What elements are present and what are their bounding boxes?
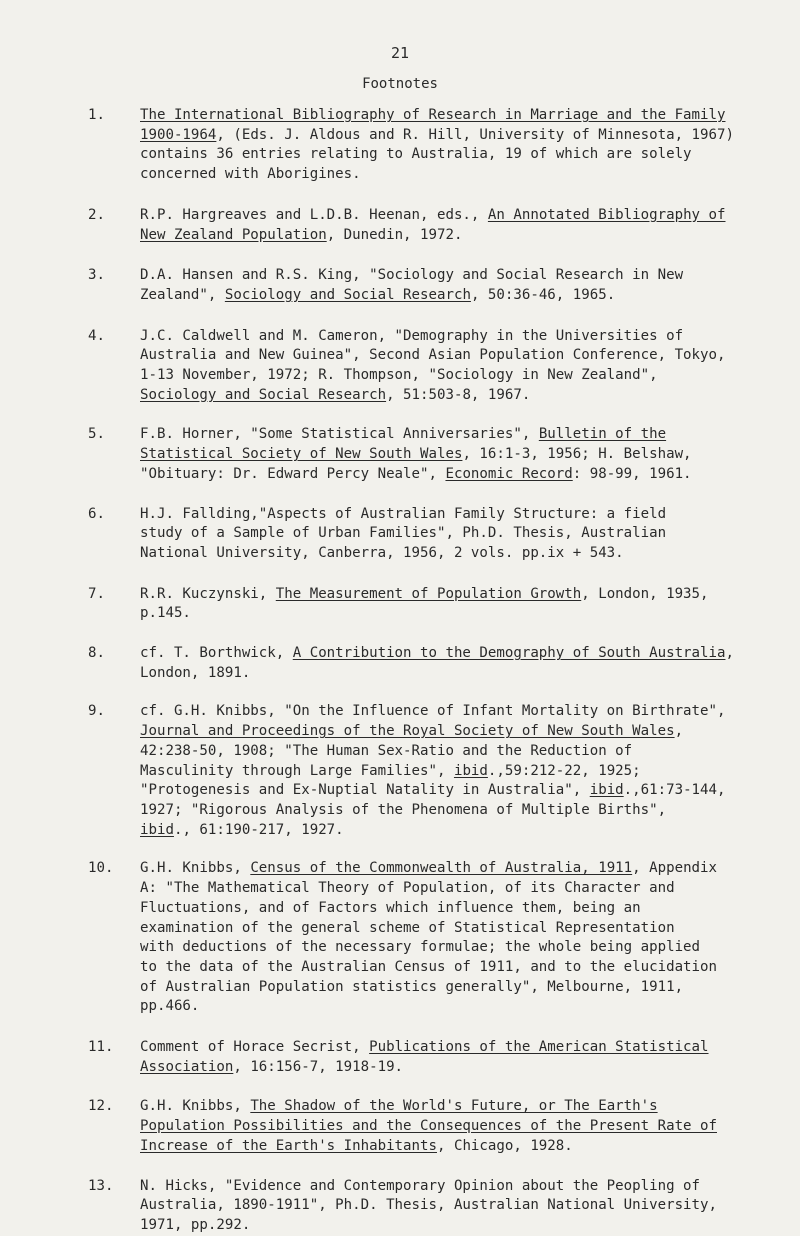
footnote-line: of Australian Population statistics generally", Melbourne, 1911,	[140, 978, 684, 995]
footnote-line: D.A. Hansen and R.S. King, "Sociology and Social Research in New	[140, 267, 684, 284]
footnote-line: study of a Sample of Urban Families", Ph.D. Thesis, Australian	[140, 525, 667, 542]
footnote-number: 10.	[88, 860, 114, 877]
footnote-number: 3.	[88, 267, 105, 284]
footnote-text	[140, 644, 795, 683]
footnote-line: 42:238-50, 1908; "The Human Sex-Ratio and the Reduction of	[140, 742, 633, 759]
footnote-text	[140, 425, 795, 484]
footnote-number: 2.	[88, 206, 105, 223]
footnote-line: Journal and Proceedings of the Royal Society of New South Wales,	[140, 723, 684, 740]
footnote-text	[140, 206, 795, 245]
footnote-line: examination of the general scheme of Statistical Representation	[140, 919, 675, 936]
footnote-line: R.P. Hargreaves and L.D.B. Heenan, eds., An Annotated Bibliography of	[140, 206, 726, 223]
footnote-line: Masculinity through Large Families", ibid.,59:212-22, 1925;	[140, 762, 641, 779]
footnote-line: Australia, 1890-1911", Ph.D. Thesis, Australian National University,	[140, 1197, 717, 1214]
footnote-2	[0, 206, 800, 245]
footnotes-list	[0, 106, 800, 1236]
footnote-line: ibid., 61:190-217, 1927.	[140, 821, 344, 838]
footnote-line: to the data of the Australian Census of 1911, and to the elucidation	[140, 958, 717, 975]
footnote-text	[140, 702, 795, 840]
footnote-line: G.H. Knibbs, Census of the Commonwealth of Australia, 1911, Appendix	[140, 860, 718, 877]
footnote-number: 6.	[88, 505, 105, 522]
footnote-line: F.B. Horner, "Some Statistical Anniversaries", Bulletin of the	[140, 426, 667, 443]
footnote-line: New Zealand Population, Dunedin, 1972.	[140, 226, 463, 243]
footnote-line: cf. G.H. Knibbs, "On the Influence of Infant Mortality on Birthrate",	[140, 703, 726, 720]
footnote-number: 4.	[88, 327, 105, 344]
footnote-8	[0, 644, 800, 683]
footnote-text	[140, 585, 795, 624]
footnote-line: R.R. Kuczynski, The Measurement of Population Growth, London, 1935,	[140, 585, 709, 602]
footnote-line: Zealand", Sociology and Social Research, 50:36-46, 1965.	[140, 286, 616, 303]
page-number: 21	[390, 44, 410, 62]
footnote-line: cf. T. Borthwick, A Contribution to the Demography of South Australia,	[140, 645, 734, 662]
footnote-number: 7.	[88, 585, 105, 602]
footnote-number: 1.	[88, 107, 105, 123]
footnote-line: National University, Canberra, 1956, 2 vols. pp.ix + 543.	[140, 544, 624, 561]
footnote-line: "Protogenesis and Ex-Nuptial Natality in Australia", ibid.,61:73-144,	[140, 782, 726, 799]
footnote-line: concerned with Aborigines.	[140, 166, 361, 183]
footnote-13	[0, 1177, 800, 1236]
footnote-1	[0, 106, 800, 185]
footnote-9	[0, 702, 800, 840]
footnote-line: contains 36 entries relating to Australia, 19 of which are solely	[140, 146, 692, 163]
footnote-line: 1927; "Rigorous Analysis of the Phenomena of Multiple Births",	[140, 801, 667, 818]
footnote-line: 1-13 November, 1972; R. Thompson, "Sociology in New Zealand",	[140, 367, 658, 384]
footnote-line: J.C. Caldwell and M. Cameron, "Demography in the Universities of	[140, 327, 684, 344]
footnote-number: 11.	[88, 1039, 114, 1056]
footnote-text	[140, 505, 795, 564]
footnote-line: Comment of Horace Secrist, Publications of the American Statistical	[140, 1039, 709, 1056]
footnote-line: Association, 16:156-7, 1918-19.	[140, 1058, 404, 1075]
footnote-line: Fluctuations, and of Factors which influence them, being an	[140, 899, 641, 916]
footnote-text	[140, 106, 795, 185]
footnote-line: N. Hicks, "Evidence and Contemporary Opinion about the Peopling of	[140, 1177, 701, 1194]
footnote-number: 5.	[88, 426, 105, 443]
footnote-line: Increase of the Earth's Inhabitants, Chicago, 1928.	[140, 1137, 573, 1154]
footnote-line: Sociology and Social Research, 51:503-8, 1967.	[140, 386, 531, 403]
footnote-text	[140, 1177, 795, 1236]
footnote-line: Statistical Society of New South Wales, 16:1-3, 1956; H. Belshaw,	[140, 446, 692, 463]
footnote-4	[0, 327, 800, 406]
footnote-line: 1900-1964, (Eds. J. Aldous and R. Hill, University of Minnesota, 1967)	[140, 126, 734, 143]
footnote-text	[140, 1097, 795, 1156]
footnote-line: London, 1891.	[140, 664, 251, 681]
footnote-number: 8.	[88, 645, 105, 662]
footnote-10	[0, 859, 800, 1017]
footnotes-heading: Footnotes	[362, 76, 438, 92]
footnote-text	[140, 859, 795, 1017]
footnote-line: 1971, pp.292.	[140, 1216, 251, 1233]
footnote-6	[0, 505, 800, 564]
footnote-line: Population Possibilities and the Consequences of the Present Rate of	[140, 1118, 717, 1135]
footnote-line: pp.466.	[140, 998, 200, 1015]
footnote-12	[0, 1097, 800, 1156]
footnote-line: A: "The Mathematical Theory of Population, of its Character and	[140, 880, 675, 897]
footnote-7	[0, 585, 800, 624]
footnote-line: "Obituary: Dr. Edward Percy Neale", Economic Record: 98-99, 1961.	[140, 465, 692, 482]
footnote-line: Australia and New Guinea", Second Asian Population Conference, Tokyo,	[140, 347, 726, 364]
footnote-line: with deductions of the necessary formulae; the whole being applied	[140, 939, 701, 956]
footnote-line: H.J. Fallding,"Aspects of Australian Family Structure: a field	[140, 505, 667, 522]
footnote-5	[0, 425, 800, 484]
footnote-line: The International Bibliography of Research in Marriage and the Family	[140, 107, 726, 123]
footnote-3	[0, 266, 800, 305]
footnote-text	[140, 1038, 795, 1077]
footnote-11	[0, 1038, 800, 1077]
footnote-text	[140, 266, 795, 305]
footnote-number: 13.	[88, 1177, 114, 1194]
footnote-line: G.H. Knibbs, The Shadow of the World's Future, or The Earth's	[140, 1098, 658, 1115]
footnote-number: 9.	[88, 703, 105, 720]
footnote-number: 12.	[88, 1098, 114, 1115]
footnote-line: p.145.	[140, 605, 191, 622]
footnote-text	[140, 327, 795, 406]
